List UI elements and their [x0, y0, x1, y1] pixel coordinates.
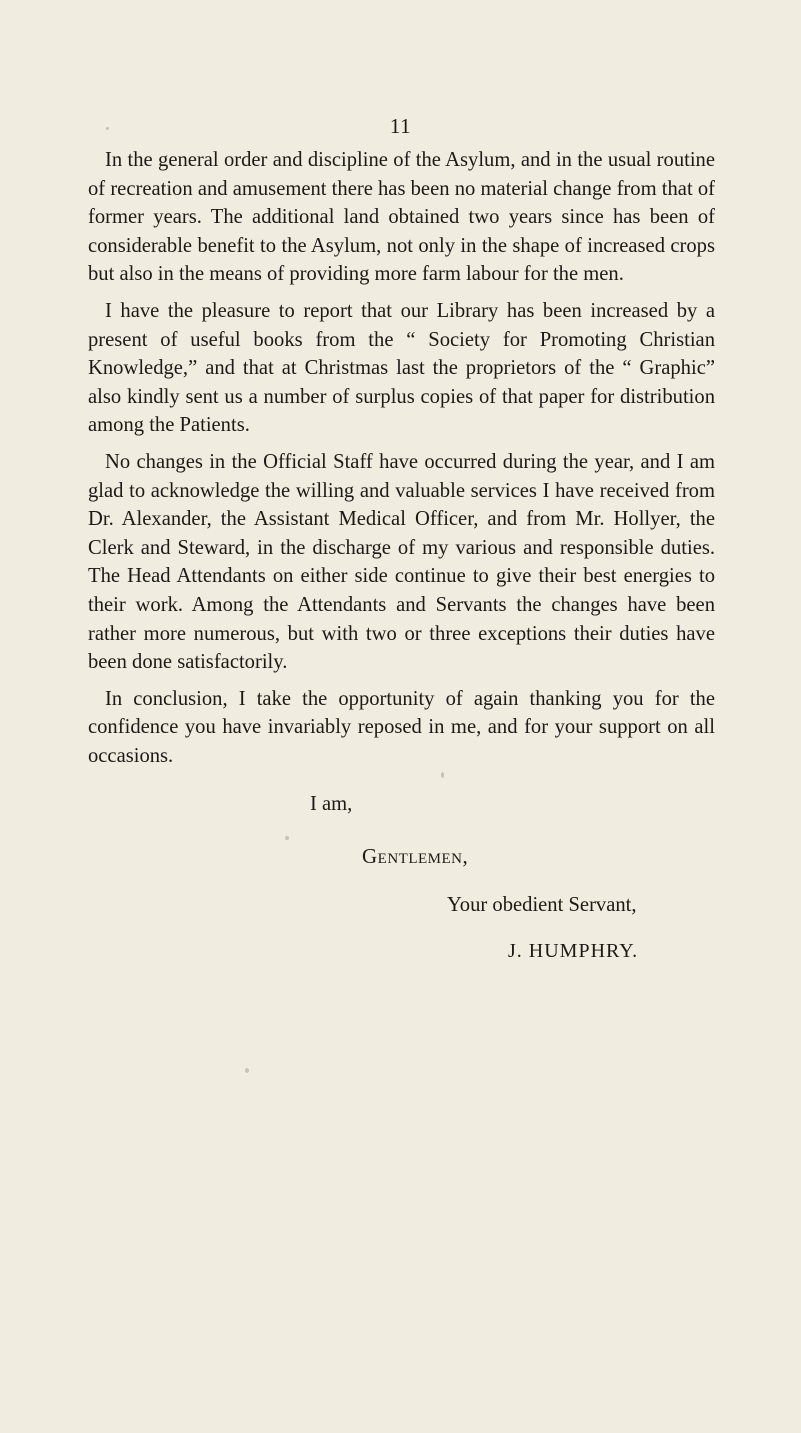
paper-speck — [245, 1068, 249, 1073]
closing-valediction: Your obedient Servant, — [447, 894, 637, 916]
body-text — [88, 146, 715, 778]
closing-salutation: Gentlemen, — [362, 844, 469, 868]
closing-i-am: I am, — [310, 793, 353, 815]
paper-speck — [285, 836, 289, 840]
page-number: 11 — [389, 114, 412, 138]
paper-speck — [441, 772, 444, 778]
paragraph-staff: No changes in the Official Staff have occurred during the year, and I am glad to acknowledge the willing and valuable services I have received from Dr. Alexander, the Assistant Medical Officer, and from Mr. Hollyer, the Clerk and Steward, in the discharge of my various and responsible duties. The Head Attendants on either side continue to give their best energies to their work. Among the Attendants and Servants the changes have been rather more numerous, but with two or three exceptions their duties have been done satisfactorily. — [88, 450, 715, 674]
paper-speck — [106, 127, 109, 130]
paragraph-library: I have the pleasure to report that our Library has been increased by a present of useful books from the “ Society for Promoting Christian Knowledge,” and that at Christmas last the proprietors of the “ Graphic” also kindly sent us a number of surplus copies of that paper for distribution among the Patients. — [88, 299, 715, 437]
paragraph-asylum-routine: In the general order and discipline of the Asylum, and in the usual routine of recreation and amusement there has been no material change from that of former years. The additional land obtained two years since has been of considerable benefit to the Asylum, not only in the shape of increased crops but also in the means of providing more farm labour for the men. — [88, 149, 715, 286]
paragraph-conclusion: In conclusion, I take the opportunity of again thanking you for the confidence you have invariably reposed in me, and for your support on all occasions. — [88, 687, 715, 767]
signature: J. HUMPHRY. — [508, 940, 639, 962]
